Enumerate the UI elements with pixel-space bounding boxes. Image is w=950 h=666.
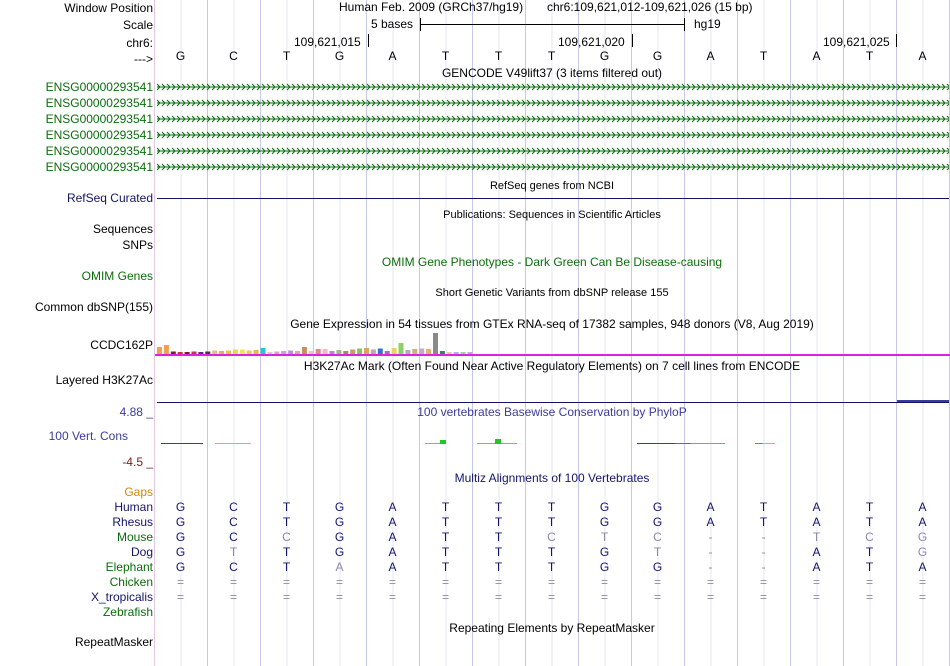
gencode-gene-label[interactable]: ENSG00000293541	[45, 112, 153, 126]
phylop-score-segment	[755, 443, 763, 444]
gtex-tissue-bar	[426, 349, 431, 354]
alignment-base: A	[706, 515, 715, 529]
gtex-tissue-bar	[412, 349, 417, 354]
alignment-base: A	[812, 560, 821, 574]
gtex-tissue-bar	[254, 350, 259, 354]
alignment-base: G	[599, 500, 610, 514]
alignment-base: -	[708, 545, 713, 559]
gencode-gene-feature[interactable]	[157, 99, 949, 107]
gencode-gene-feature[interactable]	[157, 147, 949, 155]
species-label[interactable]: Elephant	[105, 560, 153, 574]
alignment-base: C	[547, 530, 556, 544]
gtex-tissue-bar	[371, 350, 376, 355]
scale-bar	[420, 24, 685, 25]
alignment-base: A	[388, 515, 397, 529]
gtex-tissue-bar	[261, 348, 266, 354]
alignment-base: =	[282, 575, 290, 589]
alignment-base: T	[865, 545, 874, 559]
species-label[interactable]: Dog	[130, 545, 153, 559]
gtex-tissue-bar	[343, 351, 348, 354]
alignment-base: T	[282, 515, 291, 529]
alignment-base: =	[441, 575, 449, 589]
alignment-base: T	[812, 530, 821, 544]
alignment-base: =	[600, 590, 608, 604]
alignment-base: =	[600, 575, 608, 589]
gtex-tissue-bar	[364, 348, 369, 354]
alignment-base: -	[708, 530, 713, 544]
alignment-base: A	[706, 500, 715, 514]
h3k27ac-track-title[interactable]: H3K27Ac Mark (Often Found Near Active Regulatory Elements) on 7 cell lines from ENCODE	[303, 359, 801, 373]
gencode-track-title[interactable]: GENCODE V49lift37 (3 items filtered out)	[441, 66, 663, 80]
alignment-base: =	[335, 575, 343, 589]
alignment-base: =	[865, 575, 873, 589]
phylop-score-segment	[425, 443, 441, 444]
alignment-base: C	[229, 515, 238, 529]
gtex-tissue-bar	[247, 351, 252, 355]
refseq-track-title[interactable]: RefSeq genes from NCBI	[489, 180, 615, 192]
alignment-base: T	[441, 545, 450, 559]
base-letter: T	[494, 49, 503, 63]
gtex-tissue-bar	[281, 351, 286, 354]
alignment-base: T	[441, 530, 450, 544]
gencode-gene-feature[interactable]	[157, 115, 949, 123]
gtex-tissue-bar	[192, 352, 197, 355]
scale-label: Scale	[122, 18, 153, 32]
alignment-base: =	[547, 575, 555, 589]
alignment-base: T	[547, 500, 556, 514]
alignment-base: A	[335, 560, 344, 574]
gencode-gene-feature[interactable]	[157, 83, 949, 91]
alignment-base: =	[176, 590, 184, 604]
gencode-gene-feature[interactable]	[157, 163, 949, 171]
alignment-base: A	[812, 515, 821, 529]
coord-tick	[896, 34, 897, 47]
gtex-tissue-bar	[233, 350, 238, 355]
base-letter: G	[652, 49, 663, 63]
rmsk-track-title[interactable]: Repeating Elements by RepeatMasker	[449, 621, 655, 635]
alignment-base: -	[761, 560, 766, 574]
h3k27ac-signal	[897, 400, 949, 402]
alignment-base: -	[761, 545, 766, 559]
gtex-tissue-bar	[392, 348, 397, 354]
alignment-base: A	[918, 500, 927, 514]
pubs-track-title[interactable]: Publications: Sequences in Scientific Articles	[443, 209, 661, 221]
base-letter: A	[812, 49, 821, 63]
base-letter: A	[918, 49, 927, 63]
scale-db: hg19	[694, 17, 721, 31]
alignment-base: A	[388, 560, 397, 574]
gtex-tissue-bar	[336, 350, 341, 354]
gtex-tissue-bar	[185, 352, 190, 354]
alignment-base: T	[865, 515, 874, 529]
gencode-gene-label[interactable]: ENSG00000293541	[45, 160, 153, 174]
coord-label: 109,621,015	[294, 35, 361, 49]
alignment-base: =	[547, 590, 555, 604]
alignment-base: =	[759, 575, 767, 589]
alignment-base: G	[652, 515, 663, 529]
gencode-gene-label[interactable]: ENSG00000293541	[45, 144, 153, 158]
gtex-tissue-bar	[198, 352, 203, 354]
phylop-score-segment	[763, 443, 775, 444]
alignment-base: -	[708, 560, 713, 574]
base-letter: A	[706, 49, 715, 63]
alignment-base: G	[652, 560, 663, 574]
alignment-base: T	[547, 515, 556, 529]
alignment-base: T	[282, 545, 291, 559]
alignment-base: =	[494, 590, 502, 604]
alignment-base: G	[599, 515, 610, 529]
dbsnp-track-title[interactable]: Short Genetic Variants from dbSNP release 155	[435, 287, 669, 299]
alignment-base: =	[653, 575, 661, 589]
alignment-base: G	[599, 545, 610, 559]
alignment-base: G	[175, 515, 186, 529]
gtex-tissue-bar	[405, 350, 410, 354]
alignment-base: T	[653, 545, 662, 559]
alignment-base: T	[494, 560, 503, 574]
alignment-base: C	[229, 560, 238, 574]
alignment-base: T	[282, 560, 291, 574]
phylop-min-label: -4.5 _	[122, 455, 153, 469]
gtex-tissue-bar	[164, 345, 169, 354]
alignment-base: A	[388, 500, 397, 514]
gtex-gene-line	[155, 354, 950, 356]
base-letter: T	[441, 49, 450, 63]
alignment-base: T	[282, 500, 291, 514]
species-label[interactable]: Zebrafish	[102, 605, 153, 619]
gtex-tissue-bar	[330, 351, 335, 354]
species-label[interactable]: Human	[114, 500, 153, 514]
alignment-base: A	[388, 530, 397, 544]
alignment-base: T	[547, 560, 556, 574]
gtex-tissue-bar	[309, 351, 314, 354]
gtex-tissue-bar	[433, 333, 438, 354]
alignment-base: A	[918, 515, 927, 529]
gtex-tissue-bar	[302, 347, 307, 354]
alignment-base: A	[918, 560, 927, 574]
dbsnp-label[interactable]: Common dbSNP(155)	[34, 300, 153, 314]
gtex-tissue-bar	[240, 350, 245, 355]
gencode-gene-feature[interactable]	[157, 131, 949, 139]
gtex-tissue-bar	[316, 349, 321, 354]
gtex-tissue-bar	[274, 352, 279, 355]
gtex-tissue-bar	[440, 351, 445, 354]
gtex-track-title[interactable]: Gene Expression in 54 tissues from GTEx RNA-seq of 17382 samples, 948 donors (V8, Aug 2019)	[290, 317, 814, 331]
alignment-base: =	[918, 575, 926, 589]
gaps-label: Gaps	[124, 485, 153, 499]
gtex-tissue-bar	[419, 349, 424, 355]
alignment-base: C	[229, 500, 238, 514]
base-letter: G	[599, 49, 610, 63]
alignment-base: T	[441, 500, 450, 514]
alignment-base: T	[759, 515, 768, 529]
gtex-tissue-bar	[288, 351, 293, 355]
gencode-gene-label[interactable]: ENSG00000293541	[45, 128, 153, 142]
alignment-base: G	[652, 500, 663, 514]
alignment-base: T	[494, 545, 503, 559]
alignment-base: =	[812, 575, 820, 589]
alignment-base: T	[547, 545, 556, 559]
alignment-base: =	[176, 575, 184, 589]
h3k27ac-label[interactable]: Layered H3K27Ac	[55, 373, 153, 387]
alignment-base: -	[761, 530, 766, 544]
window-position: chr6:109,621,012-109,621,026 (15 bp)	[547, 0, 753, 14]
alignment-base: A	[388, 545, 397, 559]
omim-track-title[interactable]: OMIM Gene Phenotypes - Dark Green Can Be Disease-causing	[381, 255, 723, 269]
gtex-tissue-bar	[461, 352, 466, 354]
gtex-tissue-bar	[385, 351, 390, 354]
gtex-tissue-bar	[399, 343, 404, 354]
alignment-base: T	[600, 530, 609, 544]
alignment-base: G	[334, 545, 345, 559]
phylop-score-segment	[440, 440, 446, 444]
phylop-score-segment	[161, 443, 203, 444]
assembly-name: Human Feb. 2009 (GRCh37/hg19)	[339, 0, 524, 14]
phylop-score-segment	[477, 443, 495, 444]
species-label[interactable]: Chicken	[109, 575, 153, 589]
species-label[interactable]: Mouse	[116, 530, 153, 544]
base-letter: G	[175, 49, 186, 63]
alignment-base: T	[865, 560, 874, 574]
rmsk-label[interactable]: RepeatMasker	[74, 635, 153, 649]
gtex-gene-label[interactable]: CCDC162P	[90, 338, 153, 352]
alignment-base: G	[175, 500, 186, 514]
phylop-max-label: 4.88 _	[119, 405, 153, 419]
base-letter: G	[334, 49, 345, 63]
gtex-tissue-bar	[454, 352, 459, 354]
gtex-tissue-bar	[378, 349, 383, 355]
gtex-tissue-bar	[357, 349, 362, 355]
alignment-base: =	[706, 590, 714, 604]
phylop-signal	[155, 430, 950, 450]
alignment-base: T	[494, 530, 503, 544]
base-letter: A	[388, 49, 397, 63]
alignment-base: =	[865, 590, 873, 604]
alignment-base: =	[653, 590, 661, 604]
gtex-tissue-bar	[219, 351, 224, 354]
phylop-label[interactable]: 100 Vert. Cons	[48, 429, 128, 443]
scale-bar-left-tick	[420, 18, 421, 31]
coord-tick	[368, 34, 369, 47]
alignment-base: =	[494, 575, 502, 589]
gencode-gene-label[interactable]: ENSG00000293541	[45, 80, 153, 94]
species-label[interactable]: X_tropicalis	[90, 590, 153, 604]
gtex-tissue-bar	[447, 352, 452, 354]
alignment-base: T	[865, 500, 874, 514]
gtex-tissue-bar	[323, 349, 328, 354]
alignment-base: T	[441, 515, 450, 529]
phylop-score-segment	[691, 443, 725, 444]
scale-bar-right-tick	[684, 18, 685, 31]
multiz-track-title[interactable]: Multiz Alignments of 100 Vertebrates	[454, 471, 650, 485]
alignment-base: G	[334, 515, 345, 529]
alignment-base: G	[599, 560, 610, 574]
alignment-base: =	[918, 590, 926, 604]
strand-label: --->	[134, 52, 153, 66]
alignment-base: =	[388, 590, 396, 604]
phylop-score-segment	[215, 443, 251, 444]
gtex-bar-chart[interactable]	[155, 330, 950, 357]
sequences-label[interactable]: Sequences	[92, 222, 153, 236]
phylop-score-segment	[637, 443, 675, 444]
coord-label: 109,621,025	[823, 35, 890, 49]
alignment-base: G	[334, 500, 345, 514]
alignment-base: A	[812, 545, 821, 559]
alignment-base: =	[812, 590, 820, 604]
refseq-line	[157, 198, 949, 199]
gtex-tissue-bar	[468, 352, 473, 354]
alignment-base: T	[441, 560, 450, 574]
alignment-base: =	[441, 590, 449, 604]
base-letter: T	[282, 49, 291, 63]
gtex-tissue-bar	[212, 351, 217, 355]
alignment-base: C	[865, 530, 874, 544]
alignment-base: G	[334, 530, 345, 544]
chrom-label: chr6:	[126, 36, 153, 50]
window-position-label: Window Position	[64, 1, 153, 15]
species-label[interactable]: Rhesus	[112, 515, 153, 529]
base-letter: T	[865, 49, 874, 63]
alignment-base: T	[229, 545, 238, 559]
base-letter: C	[229, 49, 238, 63]
alignment-base: =	[388, 575, 396, 589]
alignment-base: G	[917, 545, 928, 559]
phylop-score-segment	[675, 443, 691, 444]
gtex-tissue-bar	[226, 351, 231, 355]
alignment-base: G	[917, 530, 928, 544]
alignment-base: =	[282, 590, 290, 604]
alignment-base: =	[759, 590, 767, 604]
alignment-base: A	[812, 500, 821, 514]
gtex-tissue-bar	[205, 352, 210, 355]
alignment-base: C	[229, 530, 238, 544]
gtex-tissue-bar	[157, 347, 162, 354]
base-letter: T	[759, 49, 768, 63]
alignment-base: C	[282, 530, 291, 544]
phylop-score-segment	[495, 439, 501, 444]
alignment-base: T	[759, 500, 768, 514]
alignment-base: T	[494, 500, 503, 514]
alignment-base: T	[494, 515, 503, 529]
gtex-tissue-bar	[171, 352, 176, 355]
refseq-label[interactable]: RefSeq Curated	[66, 191, 153, 205]
alignment-base: =	[335, 590, 343, 604]
coord-label: 109,621,020	[558, 35, 625, 49]
gtex-tissue-bar	[178, 352, 183, 354]
omim-label[interactable]: OMIM Genes	[81, 269, 153, 283]
base-letter: T	[547, 49, 556, 63]
coord-tick	[632, 34, 633, 47]
phylop-track-title[interactable]: 100 vertebrates Basewise Conservation by PhyloP	[417, 405, 687, 419]
phylop-score-segment	[501, 443, 517, 444]
gtex-tissue-bar	[295, 351, 300, 354]
alignment-base: =	[706, 575, 714, 589]
gencode-gene-label[interactable]: ENSG00000293541	[45, 96, 153, 110]
alignment-base: G	[175, 545, 186, 559]
alignment-base: =	[229, 590, 237, 604]
gtex-tissue-bar	[267, 352, 272, 354]
alignment-base: G	[175, 560, 186, 574]
alignment-base: C	[653, 530, 662, 544]
gtex-tissue-bar	[350, 350, 355, 355]
h3k27ac-baseline	[157, 402, 949, 403]
alignment-base: G	[175, 530, 186, 544]
snps-label[interactable]: SNPs	[122, 238, 153, 252]
alignment-base: =	[229, 575, 237, 589]
scale-value: 5 bases	[371, 17, 414, 31]
